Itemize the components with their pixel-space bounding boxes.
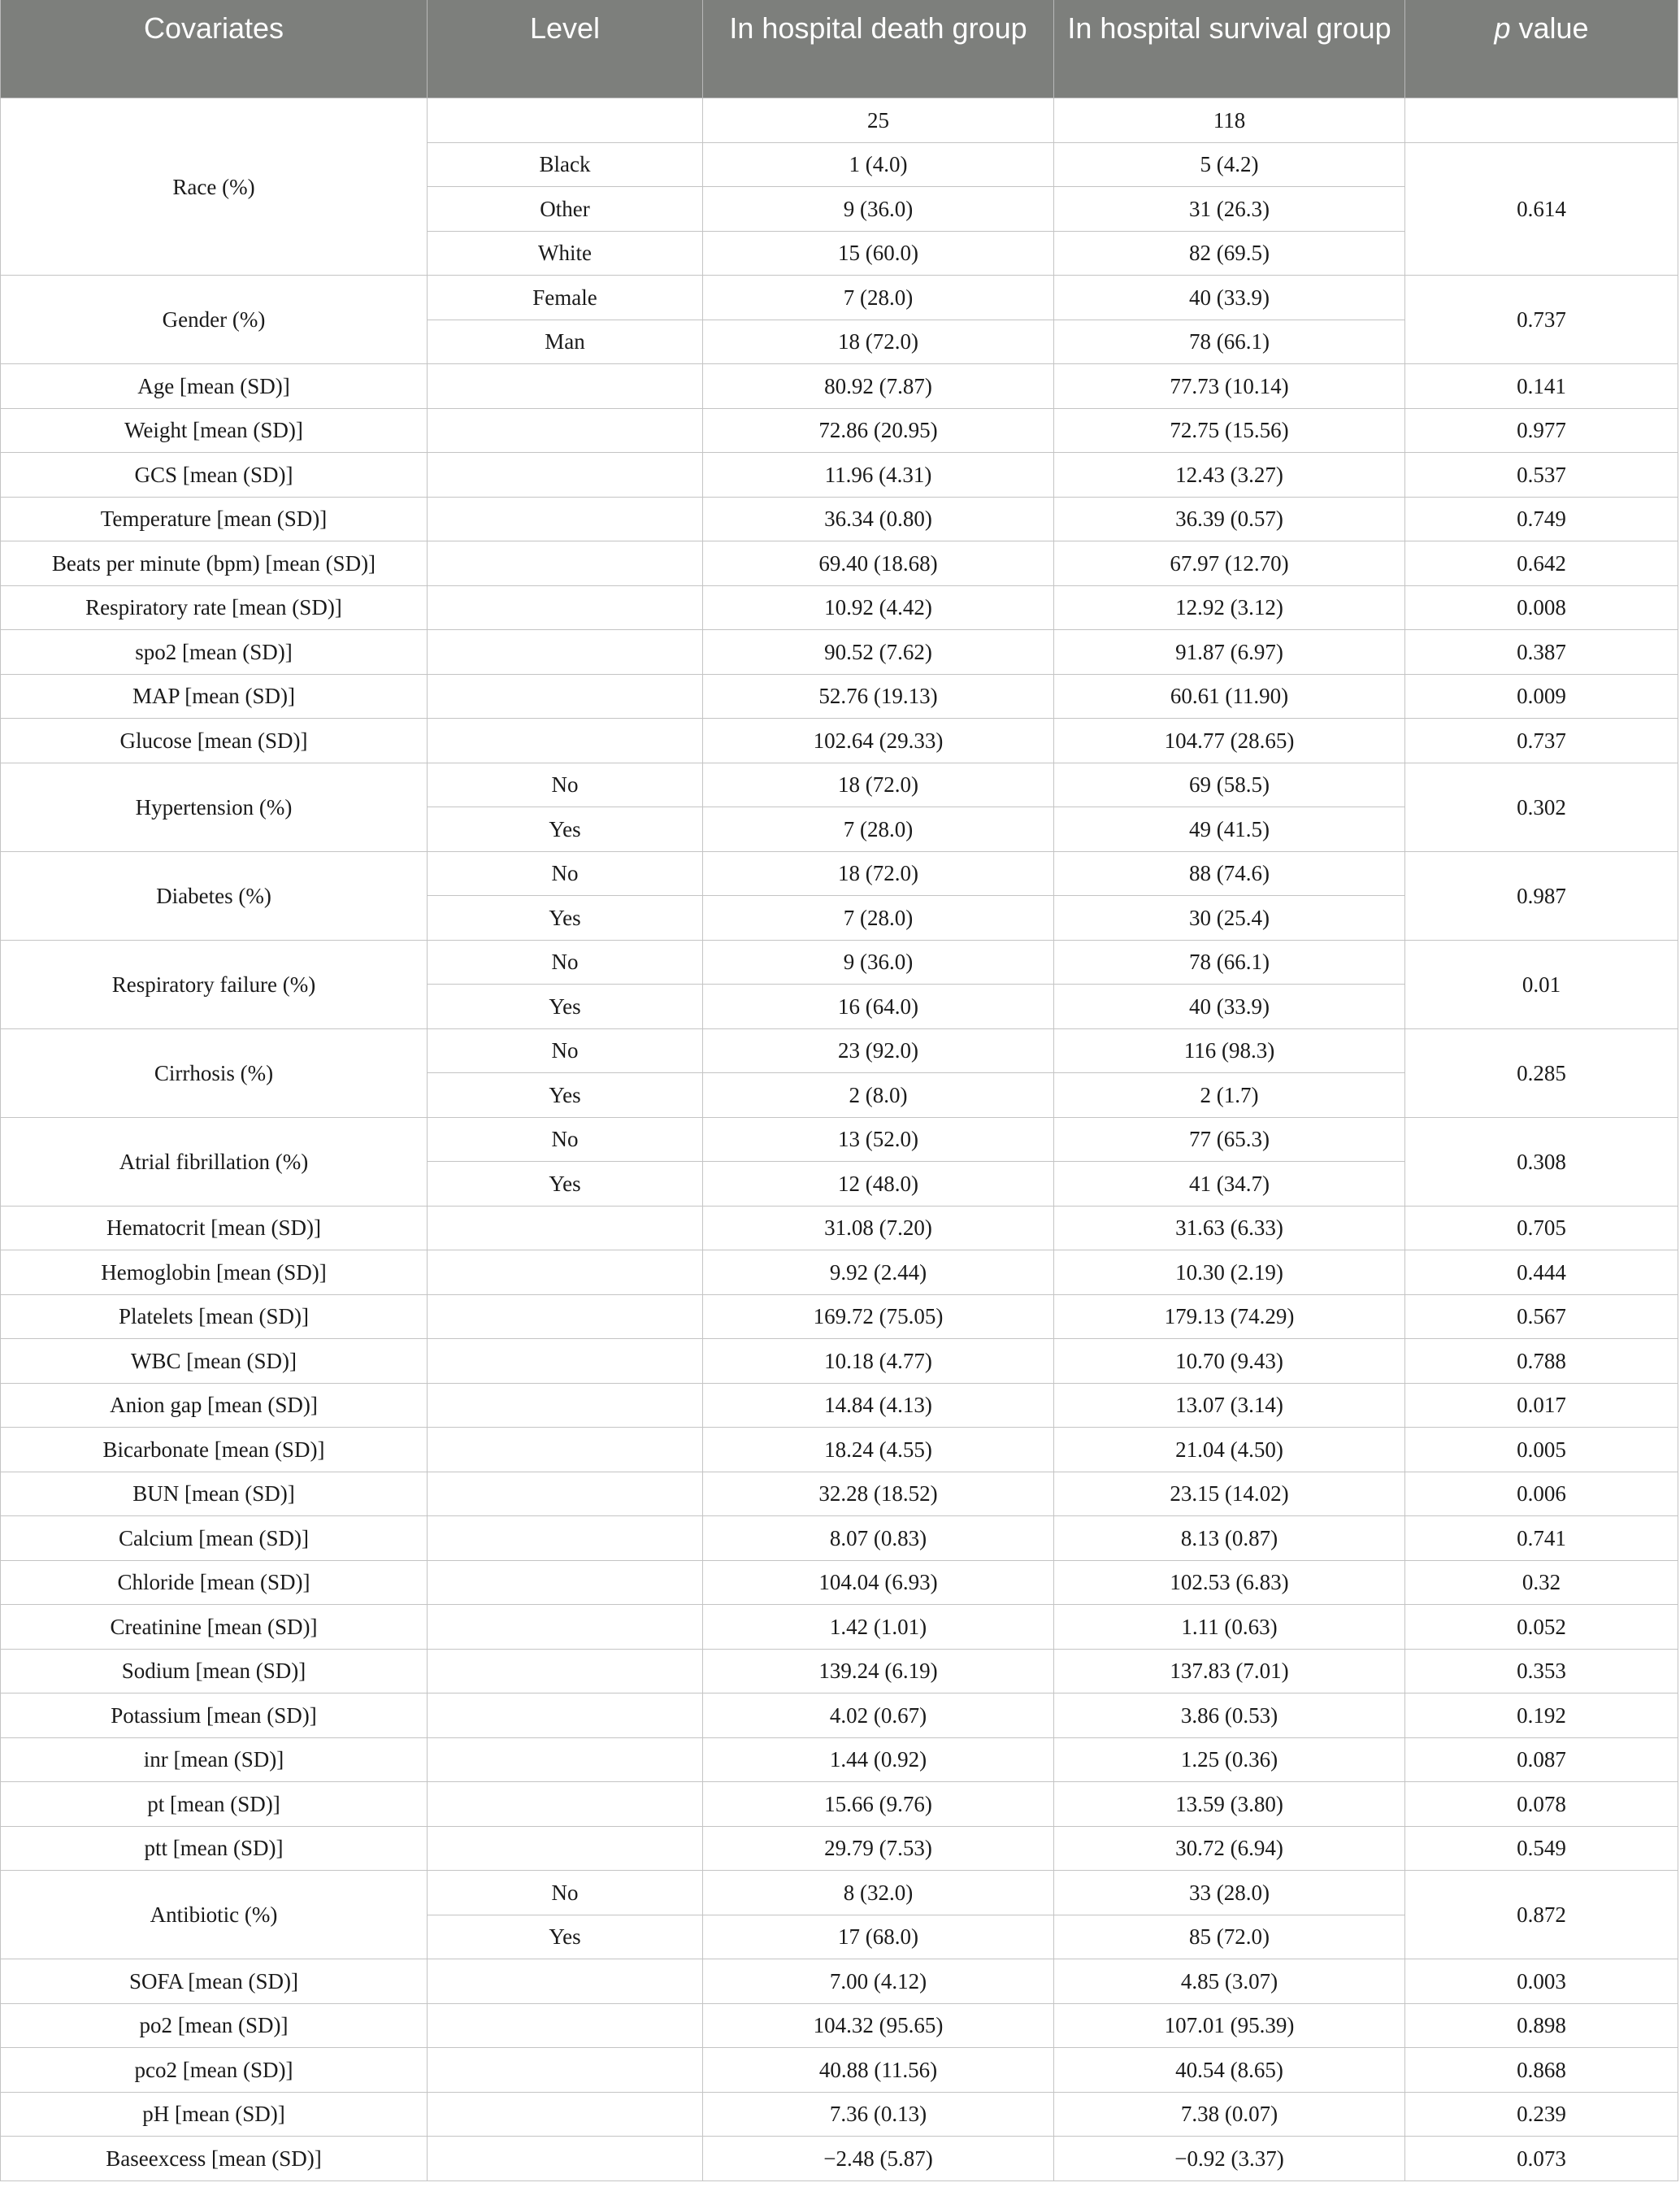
- covariate-label: Sodium [mean (SD)]: [1, 1649, 428, 1694]
- p-value: 0.872: [1405, 1871, 1678, 1959]
- survival-value: 33 (28.0): [1054, 1871, 1405, 1915]
- p-value: 0.052: [1405, 1605, 1678, 1650]
- death-value: 10.18 (4.77): [703, 1339, 1054, 1384]
- p-value: 0.32: [1405, 1560, 1678, 1605]
- death-value: 9 (36.0): [703, 187, 1054, 232]
- level-cell: [428, 585, 703, 630]
- survival-value: 3.86 (0.53): [1054, 1694, 1405, 1738]
- covariate-label: Respiratory failure (%): [1, 940, 428, 1028]
- table-row: [1, 763, 1678, 807]
- p-value: 0.549: [1405, 1826, 1678, 1871]
- covariate-label: Cirrhosis (%): [1, 1028, 428, 1117]
- death-value: 72.86 (20.95): [703, 408, 1054, 453]
- death-value: 9.92 (2.44): [703, 1250, 1054, 1295]
- p-value: 0.073: [1405, 2137, 1678, 2181]
- table-row: [1, 541, 1678, 586]
- death-value: 32.28 (18.52): [703, 1472, 1054, 1516]
- death-value: 7.00 (4.12): [703, 1959, 1054, 2004]
- death-value: 15 (60.0): [703, 231, 1054, 276]
- covariate-label: Age [mean (SD)]: [1, 364, 428, 409]
- header-p-italic: p: [1494, 11, 1511, 45]
- covariate-label: Beats per minute (bpm) [mean (SD)]: [1, 541, 428, 586]
- level-cell: No: [428, 1028, 703, 1073]
- death-value: 7 (28.0): [703, 896, 1054, 941]
- p-value: 0.006: [1405, 1472, 1678, 1516]
- table-row: [1, 1782, 1678, 1827]
- death-value: 4.02 (0.67): [703, 1694, 1054, 1738]
- covariate-label: GCS [mean (SD)]: [1, 453, 428, 498]
- death-value: 11.96 (4.31): [703, 453, 1054, 498]
- level-cell: [428, 1383, 703, 1428]
- p-value: 0.017: [1405, 1383, 1678, 1428]
- level-cell: [428, 1294, 703, 1339]
- p-value: 0.614: [1405, 142, 1678, 276]
- table-row: [1, 1428, 1678, 1472]
- survival-value: 12.43 (3.27): [1054, 453, 1405, 498]
- death-value: 8 (32.0): [703, 1871, 1054, 1915]
- level-cell: [428, 1472, 703, 1516]
- table-row: [1, 1959, 1678, 2004]
- survival-value: 49 (41.5): [1054, 807, 1405, 852]
- level-cell: [428, 364, 703, 409]
- table-row: [1, 674, 1678, 719]
- table-row: [1, 1560, 1678, 1605]
- level-cell: [428, 1737, 703, 1782]
- table-row: [1, 1472, 1678, 1516]
- table-row: [1, 1516, 1678, 1561]
- table-header: [1, 0, 1678, 98]
- table-row: [1, 1694, 1678, 1738]
- p-value: 0.003: [1405, 1959, 1678, 2004]
- level-cell: Man: [428, 320, 703, 364]
- level-cell: [428, 541, 703, 586]
- covariate-label: Gender (%): [1, 276, 428, 364]
- covariate-label: spo2 [mean (SD)]: [1, 630, 428, 675]
- table-row: [1, 940, 1678, 985]
- level-cell: [428, 674, 703, 719]
- table-row: [1, 2092, 1678, 2137]
- death-value: 13 (52.0): [703, 1117, 1054, 1162]
- p-value: 0.567: [1405, 1294, 1678, 1339]
- covariate-label: Race (%): [1, 98, 428, 276]
- survival-value: 1.11 (0.63): [1054, 1605, 1405, 1650]
- death-value: 17 (68.0): [703, 1915, 1054, 1959]
- death-value: 40.88 (11.56): [703, 2048, 1054, 2093]
- survival-value: 2 (1.7): [1054, 1073, 1405, 1118]
- level-cell: [428, 1339, 703, 1384]
- survival-value: 40 (33.9): [1054, 985, 1405, 1029]
- covariate-label: pt [mean (SD)]: [1, 1782, 428, 1827]
- table-row: [1, 1339, 1678, 1384]
- death-value: 90.52 (7.62): [703, 630, 1054, 675]
- covariate-label: Glucose [mean (SD)]: [1, 719, 428, 763]
- p-value: 0.141: [1405, 364, 1678, 409]
- survival-value: 67.97 (12.70): [1054, 541, 1405, 586]
- covariate-label: Chloride [mean (SD)]: [1, 1560, 428, 1605]
- survival-value: 82 (69.5): [1054, 231, 1405, 276]
- survival-value: 40.54 (8.65): [1054, 2048, 1405, 2093]
- death-value: 102.64 (29.33): [703, 719, 1054, 763]
- survival-value: 13.07 (3.14): [1054, 1383, 1405, 1428]
- table-row: [1, 2048, 1678, 2093]
- header-p-value: [1405, 0, 1678, 98]
- table-row: [1, 1737, 1678, 1782]
- survival-value: 23.15 (14.02): [1054, 1472, 1405, 1516]
- table-row: [1, 1871, 1678, 1915]
- p-value: 0.898: [1405, 2003, 1678, 2048]
- table-row: [1, 719, 1678, 763]
- covariate-label: Creatinine [mean (SD)]: [1, 1605, 428, 1650]
- level-cell: [428, 98, 703, 143]
- level-cell: [428, 2048, 703, 2093]
- level-cell: Yes: [428, 1073, 703, 1118]
- p-value: 0.008: [1405, 585, 1678, 630]
- level-cell: Yes: [428, 1162, 703, 1207]
- p-value: 0.353: [1405, 1649, 1678, 1694]
- death-value: 7.36 (0.13): [703, 2092, 1054, 2137]
- level-cell: No: [428, 763, 703, 807]
- death-value: 1.44 (0.92): [703, 1737, 1054, 1782]
- level-cell: Yes: [428, 1915, 703, 1959]
- death-value: 7 (28.0): [703, 807, 1054, 852]
- p-value: 0.387: [1405, 630, 1678, 675]
- p-value: 0.078: [1405, 1782, 1678, 1827]
- p-value: 0.749: [1405, 497, 1678, 541]
- death-value: 12 (48.0): [703, 1162, 1054, 1207]
- covariate-label: Antibiotic (%): [1, 1871, 428, 1959]
- covariate-label: Anion gap [mean (SD)]: [1, 1383, 428, 1428]
- survival-value: 102.53 (6.83): [1054, 1560, 1405, 1605]
- survival-value: 60.61 (11.90): [1054, 674, 1405, 719]
- survival-value: 30.72 (6.94): [1054, 1826, 1405, 1871]
- survival-value: 4.85 (3.07): [1054, 1959, 1405, 2004]
- death-value: 139.24 (6.19): [703, 1649, 1054, 1694]
- level-cell: [428, 408, 703, 453]
- level-cell: [428, 1560, 703, 1605]
- survival-value: 137.83 (7.01): [1054, 1649, 1405, 1694]
- p-value: 0.005: [1405, 1428, 1678, 1472]
- death-value: 14.84 (4.13): [703, 1383, 1054, 1428]
- table-row: [1, 1826, 1678, 1871]
- level-cell: [428, 1428, 703, 1472]
- level-cell: Black: [428, 142, 703, 187]
- level-cell: Yes: [428, 807, 703, 852]
- covariate-label: Hemoglobin [mean (SD)]: [1, 1250, 428, 1295]
- level-cell: [428, 2003, 703, 2048]
- table-row: [1, 2003, 1678, 2048]
- p-value: 0.192: [1405, 1694, 1678, 1738]
- table-row: [1, 1028, 1678, 1073]
- survival-value: 179.13 (74.29): [1054, 1294, 1405, 1339]
- covariate-label: Hypertension (%): [1, 763, 428, 851]
- covariate-label: Diabetes (%): [1, 851, 428, 940]
- table-row: [1, 453, 1678, 498]
- survival-value: 8.13 (0.87): [1054, 1516, 1405, 1561]
- death-value: 18 (72.0): [703, 851, 1054, 896]
- covariate-label: Hematocrit [mean (SD)]: [1, 1206, 428, 1250]
- death-value: 7 (28.0): [703, 276, 1054, 320]
- covariate-label: Platelets [mean (SD)]: [1, 1294, 428, 1339]
- survival-value: 41 (34.7): [1054, 1162, 1405, 1207]
- death-value: 36.34 (0.80): [703, 497, 1054, 541]
- death-value: 18.24 (4.55): [703, 1428, 1054, 1472]
- table-row: [1, 1383, 1678, 1428]
- survival-value: 85 (72.0): [1054, 1915, 1405, 1959]
- p-value: 0.239: [1405, 2092, 1678, 2137]
- level-cell: [428, 1516, 703, 1561]
- table-row: [1, 1294, 1678, 1339]
- table-row: [1, 1117, 1678, 1162]
- death-value: 8.07 (0.83): [703, 1516, 1054, 1561]
- p-value: 0.537: [1405, 453, 1678, 498]
- p-value: 0.977: [1405, 408, 1678, 453]
- death-value: −2.48 (5.87): [703, 2137, 1054, 2181]
- header-death-group: In hospital death group: [703, 0, 1054, 98]
- covariate-label: WBC [mean (SD)]: [1, 1339, 428, 1384]
- level-cell: [428, 497, 703, 541]
- survival-value: 104.77 (28.65): [1054, 719, 1405, 763]
- p-value: 0.737: [1405, 719, 1678, 763]
- table-body: [1, 98, 1678, 2181]
- covariate-label: pco2 [mean (SD)]: [1, 2048, 428, 2093]
- covariate-label: Baseexcess [mean (SD)]: [1, 2137, 428, 2181]
- survival-value: 12.92 (3.12): [1054, 585, 1405, 630]
- level-cell: Yes: [428, 896, 703, 941]
- death-value: 1.42 (1.01): [703, 1605, 1054, 1650]
- table-row: [1, 1250, 1678, 1295]
- death-value: 10.92 (4.42): [703, 585, 1054, 630]
- p-value: 0.302: [1405, 763, 1678, 851]
- level-cell: [428, 1649, 703, 1694]
- table-row: [1, 1206, 1678, 1250]
- survival-value: 69 (58.5): [1054, 763, 1405, 807]
- level-cell: [428, 1605, 703, 1650]
- level-cell: [428, 453, 703, 498]
- survival-value: 5 (4.2): [1054, 142, 1405, 187]
- level-cell: [428, 1206, 703, 1250]
- p-value: 0.444: [1405, 1250, 1678, 1295]
- p-value: 0.788: [1405, 1339, 1678, 1384]
- survival-value: 107.01 (95.39): [1054, 2003, 1405, 2048]
- level-cell: No: [428, 940, 703, 985]
- survival-value: 10.30 (2.19): [1054, 1250, 1405, 1295]
- death-value: 25: [703, 98, 1054, 143]
- covariate-label: Calcium [mean (SD)]: [1, 1516, 428, 1561]
- level-cell: [428, 1250, 703, 1295]
- p-value: 0.01: [1405, 940, 1678, 1028]
- death-value: 104.32 (95.65): [703, 2003, 1054, 2048]
- table-row: [1, 364, 1678, 409]
- death-value: 2 (8.0): [703, 1073, 1054, 1118]
- table-row: [1, 1649, 1678, 1694]
- survival-value: 31 (26.3): [1054, 187, 1405, 232]
- survival-value: 118: [1054, 98, 1405, 143]
- covariate-label: SOFA [mean (SD)]: [1, 1959, 428, 2004]
- header-p-rest: value: [1510, 11, 1589, 45]
- covariate-label: Bicarbonate [mean (SD)]: [1, 1428, 428, 1472]
- death-value: 80.92 (7.87): [703, 364, 1054, 409]
- death-value: 1 (4.0): [703, 142, 1054, 187]
- survival-value: 78 (66.1): [1054, 320, 1405, 364]
- level-cell: [428, 2137, 703, 2181]
- level-cell: [428, 1694, 703, 1738]
- death-value: 15.66 (9.76): [703, 1782, 1054, 1827]
- covariate-label: BUN [mean (SD)]: [1, 1472, 428, 1516]
- death-value: 169.72 (75.05): [703, 1294, 1054, 1339]
- level-cell: No: [428, 1871, 703, 1915]
- death-value: 29.79 (7.53): [703, 1826, 1054, 1871]
- death-value: 18 (72.0): [703, 320, 1054, 364]
- p-value: 0.009: [1405, 674, 1678, 719]
- covariate-label: Respiratory rate [mean (SD)]: [1, 585, 428, 630]
- survival-value: 10.70 (9.43): [1054, 1339, 1405, 1384]
- table-row: [1, 630, 1678, 675]
- p-value: 0.642: [1405, 541, 1678, 586]
- level-cell: [428, 2092, 703, 2137]
- survival-value: 78 (66.1): [1054, 940, 1405, 985]
- survival-value: 72.75 (15.56): [1054, 408, 1405, 453]
- death-value: 16 (64.0): [703, 985, 1054, 1029]
- table-row: [1, 851, 1678, 896]
- survival-value: 116 (98.3): [1054, 1028, 1405, 1073]
- covariate-label: Atrial fibrillation (%): [1, 1117, 428, 1206]
- table-row: [1, 98, 1678, 143]
- survival-value: 36.39 (0.57): [1054, 497, 1405, 541]
- covariate-label: Weight [mean (SD)]: [1, 408, 428, 453]
- survival-value: 40 (33.9): [1054, 276, 1405, 320]
- p-value: 0.087: [1405, 1737, 1678, 1782]
- level-cell: White: [428, 231, 703, 276]
- death-value: 52.76 (19.13): [703, 674, 1054, 719]
- covariate-label: po2 [mean (SD)]: [1, 2003, 428, 2048]
- survival-value: 77 (65.3): [1054, 1117, 1405, 1162]
- p-value: 0.285: [1405, 1028, 1678, 1117]
- covariate-label: pH [mean (SD)]: [1, 2092, 428, 2137]
- survival-value: 77.73 (10.14): [1054, 364, 1405, 409]
- p-value: 0.741: [1405, 1516, 1678, 1561]
- level-cell: [428, 630, 703, 675]
- level-cell: No: [428, 851, 703, 896]
- death-value: 9 (36.0): [703, 940, 1054, 985]
- death-value: 31.08 (7.20): [703, 1206, 1054, 1250]
- p-value: 0.737: [1405, 276, 1678, 364]
- table-row: [1, 276, 1678, 320]
- level-cell: [428, 1959, 703, 2004]
- p-value: 0.987: [1405, 851, 1678, 940]
- death-value: 104.04 (6.93): [703, 1560, 1054, 1605]
- level-cell: Other: [428, 187, 703, 232]
- level-cell: [428, 1782, 703, 1827]
- level-cell: Yes: [428, 985, 703, 1029]
- level-cell: No: [428, 1117, 703, 1162]
- survival-value: 30 (25.4): [1054, 896, 1405, 941]
- survival-value: 7.38 (0.07): [1054, 2092, 1405, 2137]
- table-row: [1, 497, 1678, 541]
- level-cell: [428, 1826, 703, 1871]
- survival-value: −0.92 (3.37): [1054, 2137, 1405, 2181]
- survival-value: 88 (74.6): [1054, 851, 1405, 896]
- table-row: [1, 408, 1678, 453]
- covariate-label: MAP [mean (SD)]: [1, 674, 428, 719]
- survival-value: 13.59 (3.80): [1054, 1782, 1405, 1827]
- survival-value: 91.87 (6.97): [1054, 630, 1405, 675]
- covariate-label: Potassium [mean (SD)]: [1, 1694, 428, 1738]
- survival-value: 21.04 (4.50): [1054, 1428, 1405, 1472]
- p-value: 0.868: [1405, 2048, 1678, 2093]
- table-row: [1, 585, 1678, 630]
- death-value: 18 (72.0): [703, 763, 1054, 807]
- survival-value: 1.25 (0.36): [1054, 1737, 1405, 1782]
- table-row: [1, 2137, 1678, 2181]
- covariate-label: inr [mean (SD)]: [1, 1737, 428, 1782]
- level-cell: Female: [428, 276, 703, 320]
- covariate-label: ptt [mean (SD)]: [1, 1826, 428, 1871]
- level-cell: [428, 719, 703, 763]
- p-value: [1405, 98, 1678, 143]
- p-value: 0.705: [1405, 1206, 1678, 1250]
- survival-value: 31.63 (6.33): [1054, 1206, 1405, 1250]
- covariate-label: Temperature [mean (SD)]: [1, 497, 428, 541]
- header-level: Level: [428, 0, 703, 98]
- p-value: 0.308: [1405, 1117, 1678, 1206]
- header-survival-group: In hospital survival group: [1054, 0, 1405, 98]
- header-covariates: Covariates: [1, 0, 428, 98]
- death-value: 69.40 (18.68): [703, 541, 1054, 586]
- table-row: [1, 1605, 1678, 1650]
- death-value: 23 (92.0): [703, 1028, 1054, 1073]
